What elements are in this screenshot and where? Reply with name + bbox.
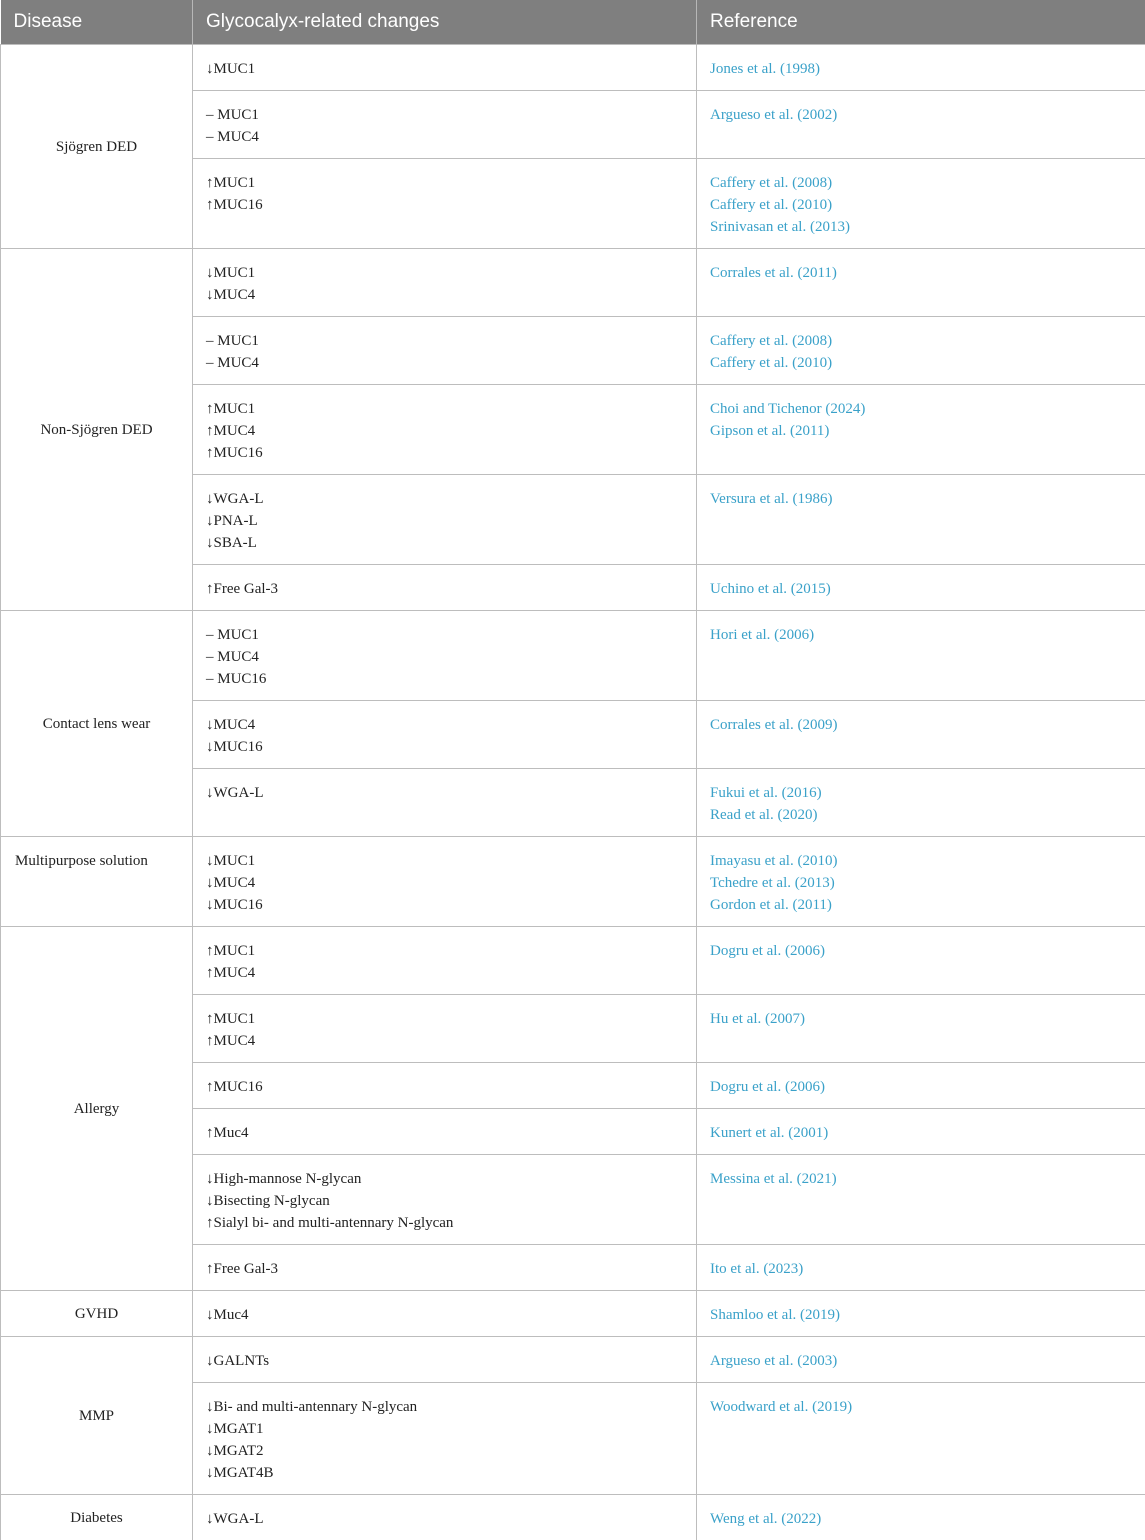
- changes-cell: [193, 701, 697, 769]
- reference-cell: [697, 565, 1145, 611]
- header-reference: Reference: [697, 0, 1145, 45]
- disease-label: Allergy: [74, 1101, 120, 1117]
- reference-link[interactable]: Tchedre et al. (2013): [710, 872, 1135, 894]
- reference-cell: [697, 1291, 1145, 1337]
- reference-link[interactable]: Caffery et al. (2008): [710, 330, 1135, 352]
- change-item: ↑Muc4: [206, 1122, 686, 1144]
- change-item: ↑MUC1: [206, 398, 686, 420]
- reference-cell: [697, 1495, 1145, 1540]
- change-item: – MUC16: [206, 668, 686, 690]
- change-item: ↓MUC1: [206, 850, 686, 872]
- change-item: ↑MUC4: [206, 420, 686, 442]
- reference-link[interactable]: Woodward et al. (2019): [710, 1396, 1135, 1418]
- reference-link[interactable]: Corrales et al. (2009): [710, 714, 1135, 736]
- change-item: ↓MGAT1: [206, 1418, 686, 1440]
- disease-cell: [1, 249, 193, 611]
- changes-cell: [193, 1291, 697, 1337]
- changes-cell: [193, 159, 697, 249]
- changes-cell: [193, 1155, 697, 1245]
- table-row: [1, 249, 1145, 317]
- changes-cell: [193, 475, 697, 565]
- disease-label: Diabetes: [70, 1510, 122, 1526]
- changes-cell: [193, 1063, 697, 1109]
- reference-link[interactable]: Dogru et al. (2006): [710, 1076, 1135, 1098]
- changes-cell: [193, 565, 697, 611]
- change-item: ↓SBA-L: [206, 532, 686, 554]
- disease-cell: [1, 837, 193, 927]
- disease-label: Multipurpose solution: [15, 853, 148, 869]
- change-item: ↓MUC1: [206, 262, 686, 284]
- changes-cell: [193, 769, 697, 837]
- change-item: ↑MUC16: [206, 442, 686, 464]
- reference-link[interactable]: Caffery et al. (2010): [710, 194, 1135, 216]
- reference-link[interactable]: Dogru et al. (2006): [710, 940, 1135, 962]
- changes-cell: [193, 1245, 697, 1291]
- change-item: ↓MGAT4B: [206, 1462, 686, 1484]
- change-item: ↓GALNTs: [206, 1350, 686, 1372]
- change-item: ↑MUC16: [206, 194, 686, 216]
- change-item: – MUC1: [206, 624, 686, 646]
- table-row: [1, 1291, 1145, 1337]
- change-item: ↓WGA-L: [206, 1508, 686, 1530]
- change-item: – MUC4: [206, 646, 686, 668]
- change-item: ↓Bisecting N-glycan: [206, 1190, 686, 1212]
- reference-link[interactable]: Fukui et al. (2016): [710, 782, 1135, 804]
- reference-cell: [697, 1063, 1145, 1109]
- reference-cell: [697, 1383, 1145, 1495]
- change-item: ↑MUC4: [206, 1030, 686, 1052]
- change-item: ↓MUC16: [206, 894, 686, 916]
- table-row: [1, 837, 1145, 927]
- reference-link[interactable]: Srinivasan et al. (2013): [710, 216, 1135, 238]
- reference-link[interactable]: Jones et al. (1998): [710, 58, 1135, 80]
- change-item: ↓WGA-L: [206, 782, 686, 804]
- table-row: [1, 45, 1145, 91]
- table-row: [1, 611, 1145, 701]
- reference-link[interactable]: Caffery et al. (2008): [710, 172, 1135, 194]
- reference-link[interactable]: Gipson et al. (2011): [710, 420, 1135, 442]
- disease-cell: [1, 45, 193, 249]
- reference-link[interactable]: Ito et al. (2023): [710, 1258, 1135, 1280]
- reference-link[interactable]: Choi and Tichenor (2024): [710, 398, 1135, 420]
- disease-label: Contact lens wear: [43, 716, 150, 732]
- change-item: ↓Bi- and multi-antennary N-glycan: [206, 1396, 686, 1418]
- change-item: ↓WGA-L: [206, 488, 686, 510]
- reference-cell: [697, 611, 1145, 701]
- change-item: ↑Free Gal-3: [206, 1258, 686, 1280]
- disease-cell: [1, 1495, 193, 1540]
- reference-link[interactable]: Weng et al. (2022): [710, 1508, 1135, 1530]
- change-item: ↑MUC1: [206, 172, 686, 194]
- header-changes: Glycocalyx-related changes: [193, 0, 697, 45]
- change-item: ↓MUC4: [206, 872, 686, 894]
- changes-cell: [193, 927, 697, 995]
- change-item: – MUC1: [206, 104, 686, 126]
- changes-cell: [193, 317, 697, 385]
- change-item: ↓MUC16: [206, 736, 686, 758]
- reference-link[interactable]: Read et al. (2020): [710, 804, 1135, 826]
- change-item: ↓High-mannose N-glycan: [206, 1168, 686, 1190]
- reference-cell: [697, 1109, 1145, 1155]
- reference-link[interactable]: Imayasu et al. (2010): [710, 850, 1135, 872]
- changes-cell: [193, 385, 697, 475]
- changes-cell: [193, 1383, 697, 1495]
- reference-cell: [697, 927, 1145, 995]
- reference-link[interactable]: Hori et al. (2006): [710, 624, 1135, 646]
- change-item: – MUC1: [206, 330, 686, 352]
- reference-link[interactable]: Messina et al. (2021): [710, 1168, 1135, 1190]
- reference-link[interactable]: Caffery et al. (2010): [710, 352, 1135, 374]
- disease-cell: [1, 611, 193, 837]
- disease-label: MMP: [79, 1408, 114, 1424]
- disease-label: Non-Sjögren DED: [40, 422, 152, 438]
- changes-cell: [193, 1109, 697, 1155]
- change-item: ↑Sialyl bi- and multi-antennary N-glycan: [206, 1212, 686, 1234]
- change-item: ↑MUC4: [206, 962, 686, 984]
- reference-link[interactable]: Kunert et al. (2001): [710, 1122, 1135, 1144]
- reference-cell: [697, 317, 1145, 385]
- change-item: ↓MUC1: [206, 58, 686, 80]
- reference-cell: [697, 1337, 1145, 1383]
- reference-cell: [697, 385, 1145, 475]
- table-row: [1, 1495, 1145, 1540]
- changes-cell: [193, 1337, 697, 1383]
- disease-label: GVHD: [75, 1306, 118, 1322]
- changes-cell: [193, 45, 697, 91]
- change-item: ↑MUC16: [206, 1076, 686, 1098]
- table-row: [1, 927, 1145, 995]
- change-item: – MUC4: [206, 126, 686, 148]
- change-item: – MUC4: [206, 352, 686, 374]
- changes-cell: [193, 1495, 697, 1540]
- reference-link[interactable]: Gordon et al. (2011): [710, 894, 1135, 916]
- reference-cell: [697, 475, 1145, 565]
- reference-cell: [697, 837, 1145, 927]
- change-item: ↓MGAT2: [206, 1440, 686, 1462]
- reference-link[interactable]: Argueso et al. (2003): [710, 1350, 1135, 1372]
- change-item: ↓MUC4: [206, 714, 686, 736]
- reference-cell: [697, 159, 1145, 249]
- disease-cell: [1, 1291, 193, 1337]
- change-item: ↑MUC1: [206, 1008, 686, 1030]
- reference-cell: [697, 995, 1145, 1063]
- reference-link[interactable]: Versura et al. (1986): [710, 488, 1135, 510]
- reference-link[interactable]: Hu et al. (2007): [710, 1008, 1135, 1030]
- changes-cell: [193, 91, 697, 159]
- change-item: ↑MUC1: [206, 940, 686, 962]
- reference-link[interactable]: Argueso et al. (2002): [710, 104, 1135, 126]
- reference-cell: [697, 769, 1145, 837]
- reference-cell: [697, 1245, 1145, 1291]
- header-disease: Disease: [1, 0, 193, 45]
- disease-label: Sjögren DED: [56, 139, 137, 155]
- change-item: ↑Free Gal-3: [206, 578, 686, 600]
- change-item: ↓Muc4: [206, 1304, 686, 1326]
- changes-cell: [193, 995, 697, 1063]
- reference-cell: [697, 45, 1145, 91]
- changes-cell: [193, 249, 697, 317]
- reference-cell: [697, 1155, 1145, 1245]
- change-item: ↓MUC4: [206, 284, 686, 306]
- change-item: ↓PNA-L: [206, 510, 686, 532]
- reference-link[interactable]: Uchino et al. (2015): [710, 578, 1135, 600]
- header-row: [1, 0, 1145, 45]
- reference-link[interactable]: Shamloo et al. (2019): [710, 1304, 1135, 1326]
- disease-cell: [1, 1337, 193, 1495]
- disease-cell: [1, 927, 193, 1291]
- table-row: [1, 1337, 1145, 1383]
- reference-link[interactable]: Corrales et al. (2011): [710, 262, 1135, 284]
- reference-cell: [697, 249, 1145, 317]
- reference-cell: [697, 701, 1145, 769]
- changes-cell: [193, 837, 697, 927]
- changes-cell: [193, 611, 697, 701]
- reference-cell: [697, 91, 1145, 159]
